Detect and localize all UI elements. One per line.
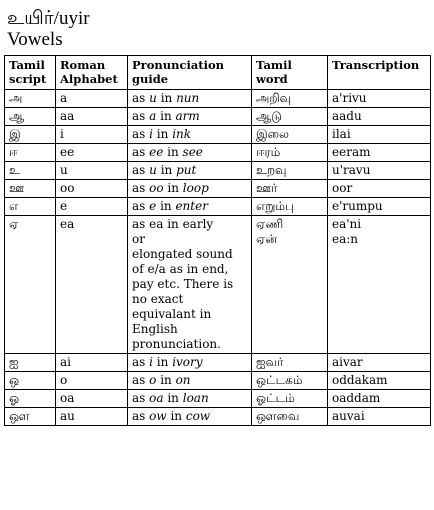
pronunciation-example: see <box>182 145 203 159</box>
cell-pronunciation-guide <box>128 216 252 354</box>
cell-tamil-script: ஒ <box>5 372 56 390</box>
pronunciation-mid: in <box>166 409 186 423</box>
column-header-transcription: Transcription <box>328 56 431 90</box>
cell-tamil-word: ஊர் <box>252 180 328 198</box>
pronunciation-line: pronunciation. <box>132 337 221 351</box>
cell-transcription: oddakam <box>328 372 431 390</box>
cell-transcription: auvai <box>328 408 431 426</box>
column-header-roman-alphabet: Roman Alphabet <box>56 56 128 90</box>
pronunciation-line: as ea in early <box>132 217 214 231</box>
cell-tamil-script: ஓ <box>5 390 56 408</box>
pronunciation-prefix: as <box>132 145 150 159</box>
table-row <box>5 354 431 372</box>
table-row <box>5 180 431 198</box>
transcription-line: ea'ni <box>332 217 362 231</box>
cell-roman-alphabet: u <box>56 162 128 180</box>
cell-pronunciation-guide <box>128 354 252 372</box>
table-row <box>5 126 431 144</box>
pronunciation-prefix: as <box>132 373 150 387</box>
cell-roman-alphabet: ai <box>56 354 128 372</box>
pronunciation-example: enter <box>175 199 208 213</box>
pronunciation-example: arm <box>175 109 200 123</box>
pronunciation-line: English <box>132 322 178 336</box>
pronunciation-sound: oa <box>149 391 164 405</box>
cell-roman-alphabet: ee <box>56 144 128 162</box>
cell-roman-alphabet: i <box>56 126 128 144</box>
table-header <box>5 56 431 90</box>
table-row <box>5 198 431 216</box>
cell-roman-alphabet: e <box>56 198 128 216</box>
pronunciation-mid: in <box>156 373 176 387</box>
pronunciation-prefix: as <box>132 127 150 141</box>
cell-roman-alphabet: au <box>56 408 128 426</box>
cell-pronunciation-guide <box>128 180 252 198</box>
pronunciation-mid: in <box>163 391 183 405</box>
cell-tamil-script: ஔ <box>5 408 56 426</box>
pronunciation-example: ink <box>172 127 192 141</box>
pronunciation-sound: oo <box>149 181 164 195</box>
cell-transcription: aivar <box>328 354 431 372</box>
cell-tamil-script: அ <box>5 90 56 108</box>
pronunciation-line: no exact <box>132 292 184 306</box>
cell-tamil-word: ஐவர் <box>252 354 328 372</box>
pronunciation-sound: i <box>149 127 153 141</box>
cell-pronunciation-guide <box>128 162 252 180</box>
pronunciation-example: on <box>175 373 191 387</box>
pronunciation-sound: e <box>149 199 157 213</box>
pronunciation-example: cow <box>185 409 211 423</box>
cell-tamil-script: ஏ <box>5 216 56 354</box>
pronunciation-line: equivalant in <box>132 307 212 321</box>
pronunciation-prefix: as <box>132 409 150 423</box>
cell-roman-alphabet: ea <box>56 216 128 354</box>
cell-pronunciation-guide <box>128 390 252 408</box>
cell-transcription: oaddam <box>328 390 431 408</box>
cell-tamil-script: உ <box>5 162 56 180</box>
cell-transcription: oor <box>328 180 431 198</box>
pronunciation-example: put <box>176 163 197 177</box>
pronunciation-sound: u <box>149 91 157 105</box>
pronunciation-mid: in <box>156 199 176 213</box>
pronunciation-prefix: as <box>132 355 150 369</box>
cell-pronunciation-guide <box>128 144 252 162</box>
pronunciation-line: elongated sound <box>132 247 233 261</box>
table-body <box>5 90 431 426</box>
pronunciation-sound: ee <box>149 145 164 159</box>
cell-roman-alphabet: oo <box>56 180 128 198</box>
pronunciation-prefix: as <box>132 91 150 105</box>
pronunciation-sound: o <box>149 373 157 387</box>
pronunciation-mid: in <box>163 145 183 159</box>
tamil-word-line: ஏன் <box>256 232 277 246</box>
transcription-line: ea:n <box>332 232 359 246</box>
pronunciation-example: loan <box>182 391 209 405</box>
pronunciation-sound: ow <box>149 409 167 423</box>
table-row <box>5 408 431 426</box>
pronunciation-line: pay etc. There is <box>132 277 234 291</box>
cell-pronunciation-guide <box>128 408 252 426</box>
cell-transcription <box>328 216 431 354</box>
cell-roman-alphabet: aa <box>56 108 128 126</box>
cell-tamil-word: ஈரம் <box>252 144 328 162</box>
pronunciation-mid: in <box>152 127 173 141</box>
pronunciation-sound: a <box>149 109 157 123</box>
cell-roman-alphabet: o <box>56 372 128 390</box>
pronunciation-example: nun <box>176 91 200 105</box>
pronunciation-mid: in <box>156 109 176 123</box>
pronunciation-line: or <box>132 232 145 246</box>
cell-pronunciation-guide <box>128 372 252 390</box>
header-row <box>5 56 431 90</box>
pronunciation-mid: in <box>163 181 183 195</box>
pronunciation-prefix: as <box>132 163 150 177</box>
cell-tamil-word: ஓட்டம் <box>252 390 328 408</box>
cell-transcription: aadu <box>328 108 431 126</box>
pronunciation-mid: in <box>156 91 177 105</box>
column-header-tamil-script: Tamil script <box>5 56 56 90</box>
tamil-word-line: ஏணி <box>256 217 284 231</box>
pronunciation-prefix: as <box>132 109 150 123</box>
pronunciation-sound: i <box>149 355 153 369</box>
table-row <box>5 162 431 180</box>
page-title: உயிர்/uyir <box>7 8 90 29</box>
cell-roman-alphabet: a <box>56 90 128 108</box>
cell-pronunciation-guide <box>128 126 252 144</box>
cell-tamil-script: ஊ <box>5 180 56 198</box>
pronunciation-prefix: as <box>132 391 150 405</box>
cell-transcription: u'ravu <box>328 162 431 180</box>
column-header-tamil-word: Tamil word <box>252 56 328 90</box>
table-row <box>5 90 431 108</box>
cell-tamil-word: உறவு <box>252 162 328 180</box>
vowels-table <box>4 55 431 426</box>
table-row <box>5 216 431 354</box>
table-row <box>5 144 431 162</box>
table-row <box>5 372 431 390</box>
cell-tamil-word: ஆடு <box>252 108 328 126</box>
cell-tamil-script: இ <box>5 126 56 144</box>
cell-tamil-word: இலை <box>252 126 328 144</box>
pronunciation-prefix: as <box>132 199 150 213</box>
table-row <box>5 390 431 408</box>
pronunciation-line: of e/a as in end, <box>132 262 229 276</box>
cell-tamil-word: ஒட்டகம் <box>252 372 328 390</box>
cell-pronunciation-guide <box>128 198 252 216</box>
cell-tamil-script: ஐ <box>5 354 56 372</box>
table-row <box>5 108 431 126</box>
cell-tamil-script: ஈ <box>5 144 56 162</box>
cell-pronunciation-guide <box>128 108 252 126</box>
cell-transcription: eeram <box>328 144 431 162</box>
cell-transcription: e'rumpu <box>328 198 431 216</box>
pronunciation-mid: in <box>156 163 177 177</box>
pronunciation-sound: u <box>149 163 157 177</box>
cell-tamil-word <box>252 216 328 354</box>
cell-transcription: ilai <box>328 126 431 144</box>
column-header-pronunciation-guide: Pronunciation guide <box>128 56 252 90</box>
cell-tamil-word: அறிவு <box>252 90 328 108</box>
page-subtitle: Vowels <box>7 29 63 50</box>
cell-tamil-word: ஔவை <box>252 408 328 426</box>
pronunciation-mid: in <box>152 355 173 369</box>
title-block <box>7 8 427 50</box>
cell-pronunciation-guide <box>128 90 252 108</box>
cell-tamil-script: எ <box>5 198 56 216</box>
pronunciation-prefix: as <box>132 181 150 195</box>
pronunciation-example: loop <box>182 181 209 195</box>
cell-roman-alphabet: oa <box>56 390 128 408</box>
cell-tamil-word: எறும்பு <box>252 198 328 216</box>
cell-tamil-script: ஆ <box>5 108 56 126</box>
cell-transcription: a'rivu <box>328 90 431 108</box>
pronunciation-example: ivory <box>172 355 203 369</box>
